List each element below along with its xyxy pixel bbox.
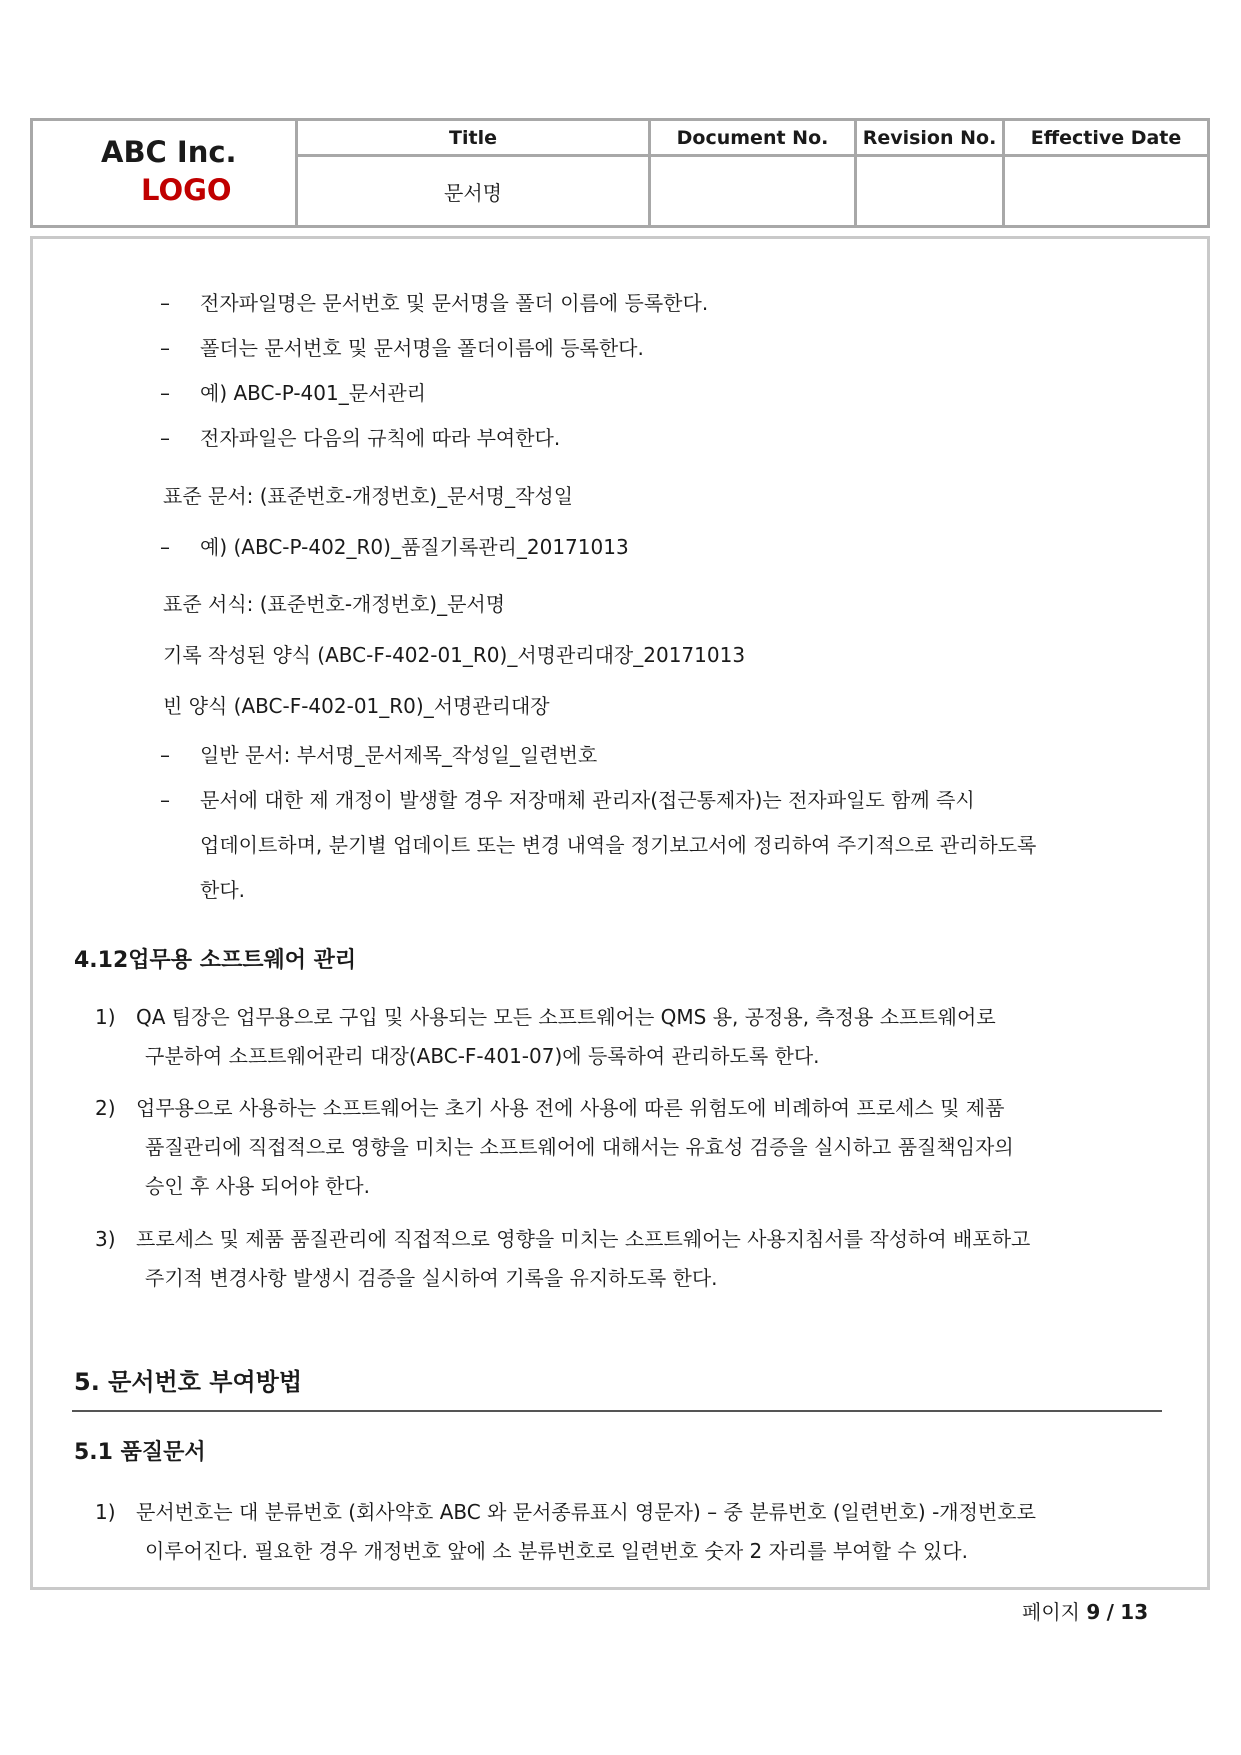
item-line: 구분하여 소프트웨어관리 대장(ABC-F-401-07)에 등록하여 관리하도록 한다. (145, 1044, 820, 1068)
effective-date-value (1005, 157, 1207, 225)
body-line: 일반 문서: 부서명_문서제목_작성일_일련번호 (200, 743, 598, 767)
body-line: 한다. (200, 878, 245, 902)
item-line: 주기적 변경사항 발생시 검증을 실시하여 기록을 유지하도록 한다. (145, 1266, 718, 1290)
section-heading: 5. 문서번호 부여방법 (74, 1368, 302, 1396)
page-total: 13 (1120, 1600, 1149, 1624)
company-name: ABC Inc. (101, 135, 237, 169)
bullet-dash: – (160, 336, 170, 360)
revision-no-column (857, 121, 1005, 225)
document-header (30, 118, 1210, 228)
body-line: 업데이트하며, 분기별 업데이트 또는 변경 내역을 정기보고서에 정리하여 주기적으로 관리하도록 (200, 833, 1037, 857)
item-number: 1) (95, 1500, 116, 1524)
item-line: QA 팀장은 업무용으로 구입 및 사용되는 모든 소프트웨어는 QMS 용, 공정용, 측정용 소프트웨어로 (136, 1005, 996, 1029)
body-line: 예) ABC-P-401_문서관리 (200, 381, 427, 405)
page-current: 9 (1086, 1600, 1101, 1624)
item-number: 2) (95, 1096, 116, 1120)
bullet-dash: – (160, 743, 170, 767)
page-prefix: 페이지 (1022, 1600, 1080, 1624)
section-divider (72, 1410, 1162, 1412)
section-heading: 4.12업무용 소프트웨어 관리 (74, 948, 357, 973)
revision-no-label: Revision No. (857, 121, 1002, 157)
subsection-heading: 5.1 품질문서 (74, 1440, 206, 1465)
body-line: 표준 서식: (표준번호-개정번호)_문서명 (163, 592, 506, 616)
item-line: 프로세스 및 제품 품질관리에 직접적으로 영향을 미치는 소프트웨어는 사용지침서를 작성하여 배포하고 (136, 1227, 1031, 1251)
revision-no-value (857, 157, 1002, 225)
body-line: 폴더는 문서번호 및 문서명을 폴더이름에 등록한다. (200, 336, 644, 360)
item-line: 품질관리에 직접적으로 영향을 미치는 소프트웨어에 대해서는 유효성 검증을 실시하고 품질책임자의 (145, 1135, 1014, 1159)
item-line: 승인 후 사용 되어야 한다. (145, 1174, 370, 1198)
body-line: 전자파일명은 문서번호 및 문서명을 폴더 이름에 등록한다. (200, 291, 709, 315)
bullet-dash: – (160, 535, 170, 559)
bullet-dash: – (160, 291, 170, 315)
body-line: 전자파일은 다음의 규칙에 따라 부여한다. (200, 426, 561, 450)
logo-cell (33, 121, 298, 225)
body-line: 기록 작성된 양식 (ABC-F-402-01_R0)_서명관리대장_20171013 (163, 643, 746, 667)
page-separator: / (1106, 1600, 1114, 1624)
document-no-label: Document No. (651, 121, 854, 157)
bullet-dash: – (160, 788, 170, 812)
body-line: 표준 문서: (표준번호-개정번호)_문서명_작성일 (163, 484, 574, 508)
title-column (298, 121, 651, 225)
body-line: 문서에 대한 제 개정이 발생할 경우 저장매체 관리자(접근통제자)는 전자파일도 함께 즉시 (200, 788, 975, 812)
item-line: 이루어진다. 필요한 경우 개정번호 앞에 소 분류번호로 일련번호 숫자 2 자리를 부여할 수 있다. (145, 1539, 968, 1563)
bullet-dash: – (160, 381, 170, 405)
item-number: 1) (95, 1005, 116, 1029)
item-line: 문서번호는 대 분류번호 (회사약호 ABC 와 문서종류표시 영문자) – 중 분류번호 (일련번호) -개정번호로 (136, 1500, 1036, 1524)
company-logo: LOGO (141, 173, 232, 207)
item-line: 업무용으로 사용하는 소프트웨어는 초기 사용 전에 사용에 따른 위험도에 비례하여 프로세스 및 제품 (136, 1096, 1005, 1120)
page-number (1022, 1596, 1148, 1625)
item-number: 3) (95, 1227, 116, 1251)
effective-date-column (1005, 121, 1207, 225)
document-no-value (651, 157, 854, 225)
bullet-dash: – (160, 426, 170, 450)
title-value: 문서명 (444, 180, 502, 205)
title-label: Title (298, 121, 648, 157)
body-line: 예) (ABC-P-402_R0)_품질기록관리_20171013 (200, 535, 629, 559)
body-line: 빈 양식 (ABC-F-402-01_R0)_서명관리대장 (163, 694, 550, 718)
document-no-column (651, 121, 857, 225)
effective-date-label: Effective Date (1005, 121, 1207, 157)
